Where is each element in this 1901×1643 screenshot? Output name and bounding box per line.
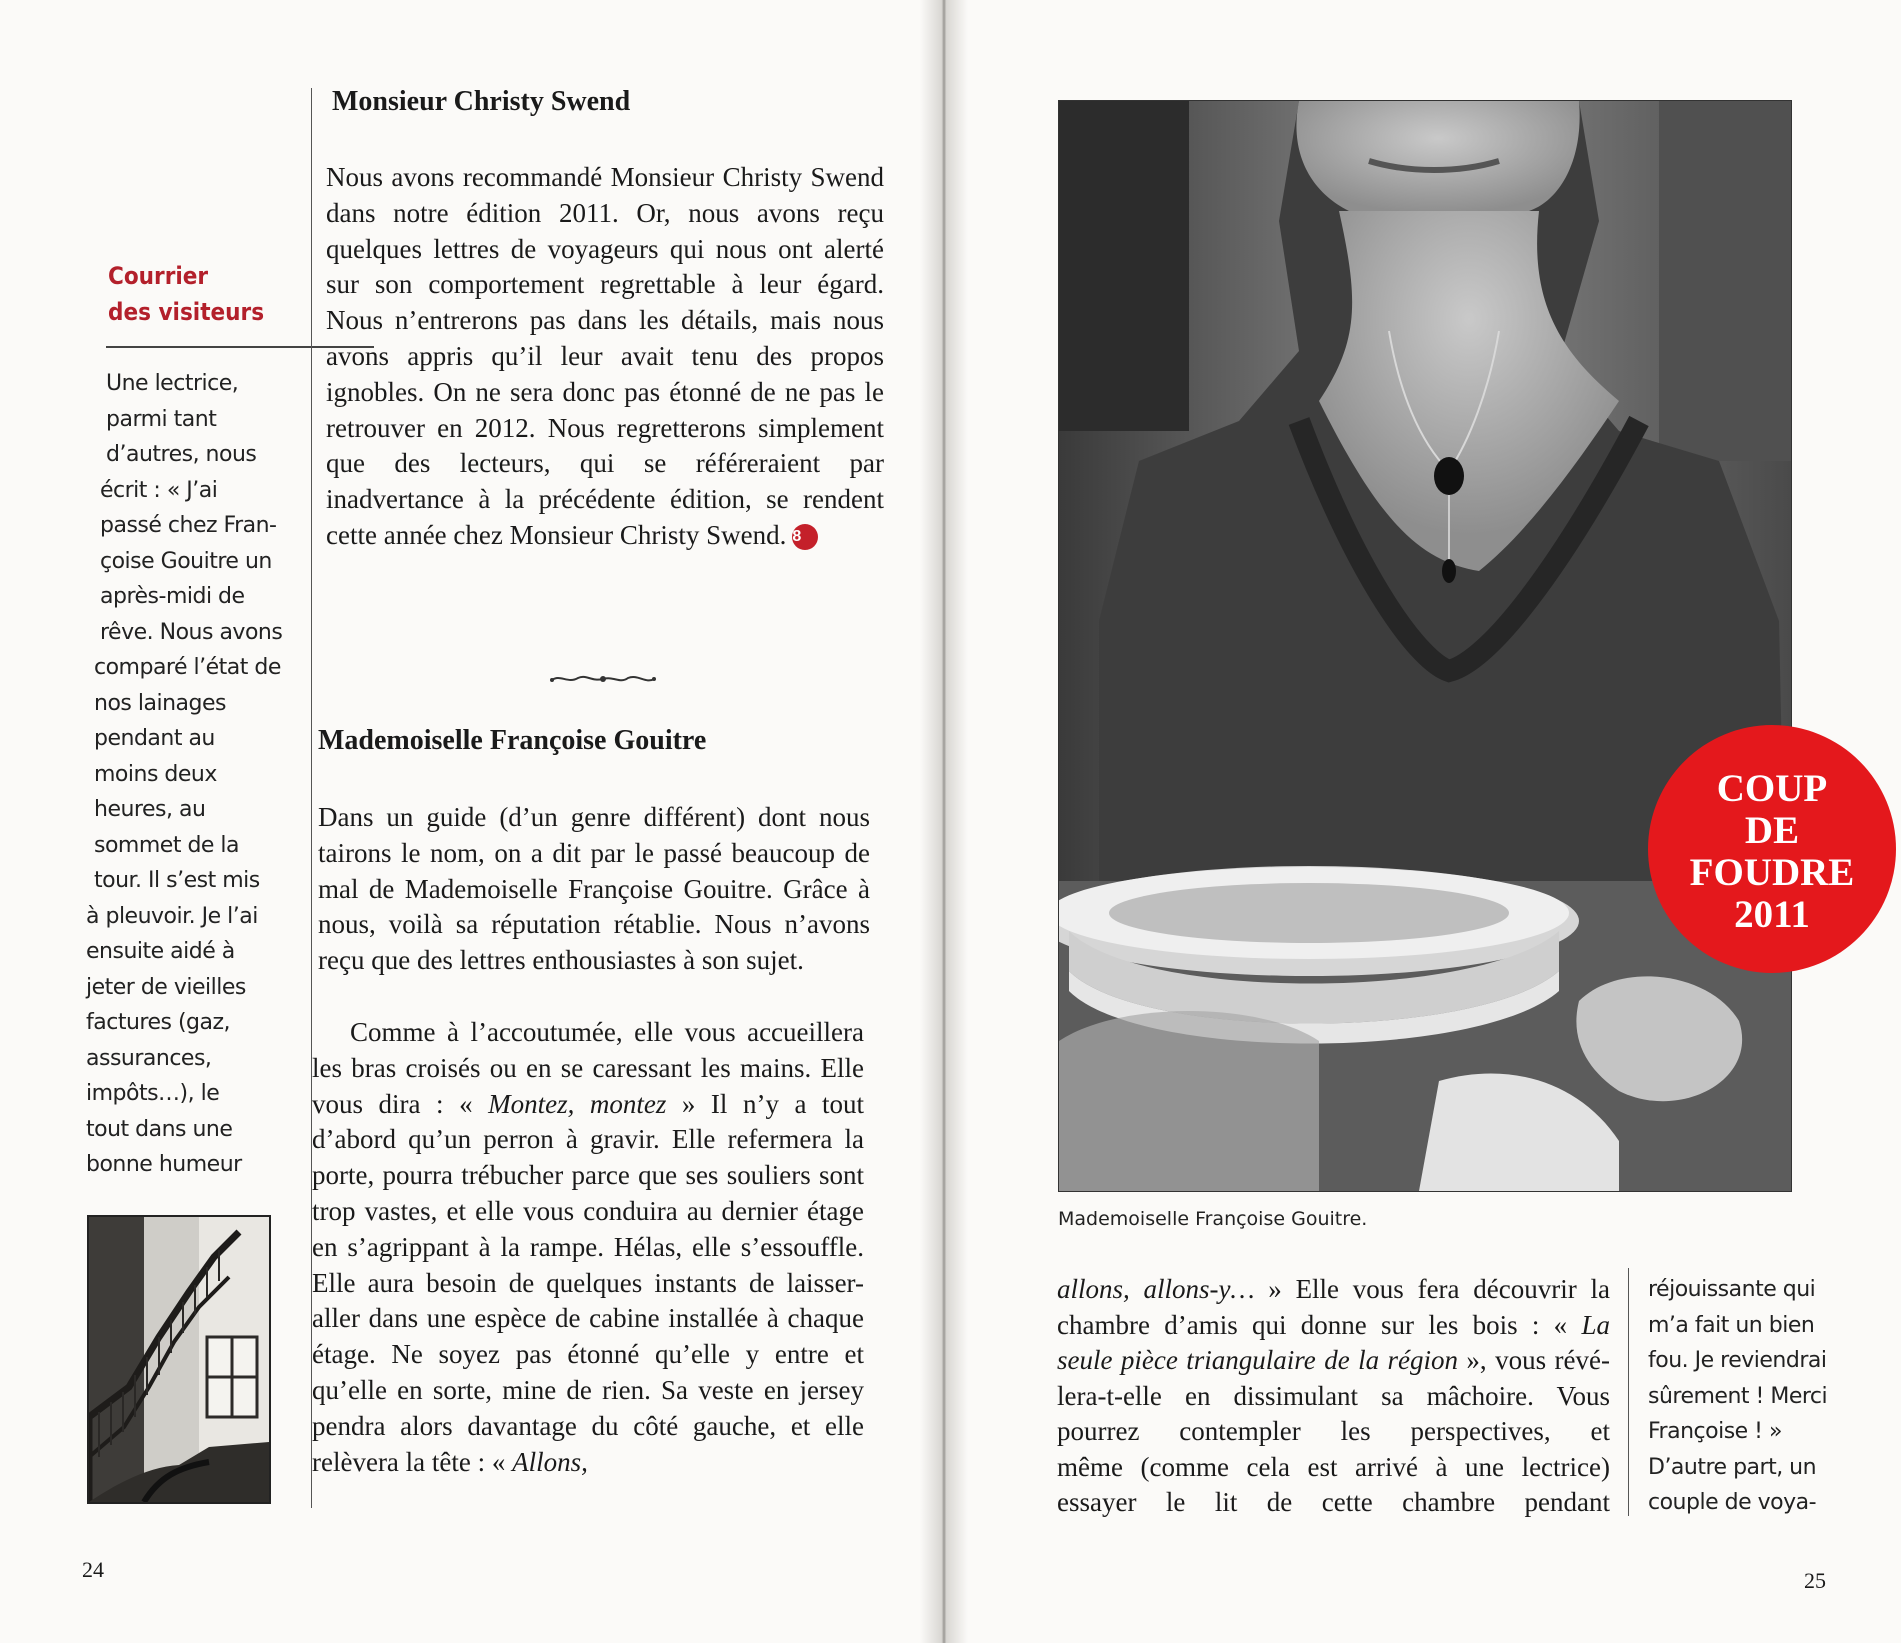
text-italic: allons, allons-y… — [1057, 1274, 1255, 1304]
ornament-divider — [548, 670, 658, 688]
book-gutter — [920, 0, 968, 1643]
coup-de-foudre-badge — [1648, 725, 1896, 973]
text-plain: » Elle vous fera découvrir la — [1254, 1274, 1610, 1304]
badge-line: 2011 — [1734, 893, 1810, 936]
para2-italic: Montez, montez — [488, 1088, 667, 1119]
side-text-line: couple de voya- — [1648, 1490, 1817, 1515]
sidebar-text-line: factures (gaz, — [86, 1010, 231, 1035]
sidebar-text-line: écrit : « J’ai — [100, 477, 218, 503]
badge-number-8: 8 — [792, 524, 818, 550]
staircase-illustration — [89, 1217, 269, 1502]
sidebar-title-line: Courrier — [108, 262, 209, 290]
photo-caption: Mademoiselle Françoise Gouitre. — [1058, 1208, 1368, 1230]
badge-line: DE — [1744, 809, 1800, 852]
side-text-line: sûrement ! Merci — [1648, 1383, 1828, 1409]
text-line: pourrez contempler les perspectives, et — [1057, 1416, 1610, 1446]
sidebar-text-line: Une lectrice, — [106, 371, 239, 396]
text-italic: La — [1581, 1309, 1610, 1340]
side-text-line: fou. Je reviendrai — [1648, 1348, 1827, 1373]
section-heading-christy-swend: Monsieur Christy Swend — [332, 86, 631, 117]
francoise-para-1: Dans un guide (d’un genre différent) dont nous tairons le nom, on a dit par le passé beaucoup de mal de Mademoiselle Françoise Gouitre. Grâce à nous, voilà sa réputation rétablie. Nous n’avons reçu que des lettres enthousiastes à son sujet. — [318, 802, 870, 976]
sidebar-text-line: nos lainages — [94, 690, 226, 716]
sidebar-text-line: parmi tant — [106, 406, 217, 432]
visitor-mail-sidebar — [86, 258, 286, 1177]
sidebar-text-line: sommet de la — [94, 832, 240, 858]
text-line — [1057, 1343, 1610, 1379]
text-line: lera-t-elle en dissimulant sa mâchoire. Vous — [1057, 1380, 1610, 1411]
page-number-left: 24 — [82, 1557, 104, 1582]
section-heading-francoise-gouitre: Mademoiselle Françoise Gouitre — [318, 725, 707, 756]
visitor-mail-continued — [1648, 1272, 1888, 1521]
sidebar-text-line: assurances, — [86, 1045, 212, 1071]
right-main-text — [1057, 1272, 1610, 1521]
portrait-illustration — [1059, 101, 1791, 1191]
text-line: essayer le lit de cette chambre pendant — [1057, 1487, 1610, 1517]
sidebar-text-line: rêve. Nous avons — [100, 619, 283, 645]
side-text-line: Françoise ! » — [1648, 1419, 1782, 1444]
sidebar-text-line: bonne humeur — [86, 1152, 242, 1177]
sidebar-text-line: ensuite aidé à — [86, 939, 235, 964]
sidebar-text-line: tout dans une — [86, 1116, 233, 1142]
sidebar-text-line: impôts…), le — [86, 1081, 220, 1106]
side-text-line: D’autre part, un — [1648, 1454, 1817, 1480]
sidebar-letter-text — [86, 366, 296, 1183]
christy-swend-paragraph: Nous avons recommandé Monsieur Christy Swend dans notre édition 2011. Or, nous avons reçu quelques lettres de voyageurs qui nous ont alerté sur son comportement regrettable à leur égard. Nous n’entrerons pas dans les détails, mais nous avons appris qu’il leur avait tenu des propos ignobles. On ne sera donc pas étonné de ne pas le retrouver en 2012. Nous regretterons simplement que des lecteurs, qui se référeraient par inadvertance à la précédente édition, se rendent cette année chez Monsieur Christy Swend. — [326, 162, 884, 550]
sidebar-title — [108, 258, 286, 330]
column-divider-right — [1628, 1268, 1629, 1516]
para2-text: Comme à l’accoutumée, elle vous accueillera les bras croisés ou en se caressant les mains. Elle vous dira : « — [312, 1017, 864, 1119]
badge-line: COUP — [1716, 767, 1828, 810]
badge-line: FOUDRE — [1689, 851, 1855, 894]
sidebar-text-line: moins deux — [94, 761, 217, 787]
side-text-line: réjouissante qui — [1648, 1277, 1816, 1302]
text-plain: », vous révé- — [1458, 1345, 1610, 1375]
text-line — [1057, 1272, 1610, 1308]
sidebar-text-line: comparé l’état de — [94, 655, 281, 680]
sidebar-text-line: à pleuvoir. Je l’ai — [86, 903, 258, 929]
sidebar-text-line: d’autres, nous — [106, 442, 257, 467]
para2-italic: Allons, — [512, 1446, 588, 1477]
side-text-line: m’a fait un bien — [1648, 1312, 1815, 1338]
sidebar-text-line: tour. Il s’est mis — [94, 868, 260, 893]
text-line: même (comme cela est arrivé à une lectrice) — [1057, 1451, 1610, 1482]
text-plain: chambre d’amis qui donne sur les bois : « — [1057, 1309, 1582, 1340]
staircase-photo — [87, 1215, 271, 1504]
christy-swend-text — [326, 160, 884, 554]
portrait-photo — [1058, 100, 1792, 1192]
sidebar-text-line: pendant au — [94, 726, 215, 751]
text-italic: seule pièce triangulaire de la région — [1057, 1345, 1459, 1375]
sidebar-text-line: après-midi de — [100, 584, 245, 609]
page-number-right: 25 — [1804, 1568, 1826, 1593]
sidebar-text-line: heures, au — [94, 797, 206, 822]
para2-text: » Il n’y a tout d’abord qu’un perron à gravir. Elle refermera la porte, pourra trébucher parce que ses souliers sont trop vastes, et elle vous conduira au dernier étage en s’agrippant à la rampe. Hélas, elle s’essouffle. Elle aura besoin de quelques instants de laisser-aller dans une espèce de cabine installée à chaque étage. Ne soyez pas étonné qu’elle y entre et qu’elle en sorte, mine de rien. Sa veste en jersey pendra alors davantage du côté gauche, et elle relèvera la tête : « — [312, 1088, 864, 1477]
sidebar-text-line: çoise Gouitre un — [100, 548, 272, 574]
text-line — [1057, 1308, 1610, 1344]
sidebar-title-line: des visiteurs — [108, 298, 265, 326]
sidebar-text-line: jeter de vieilles — [86, 974, 246, 1000]
francoise-para-2 — [312, 1015, 864, 1480]
sidebar-text-line: passé chez Fran- — [100, 513, 277, 538]
